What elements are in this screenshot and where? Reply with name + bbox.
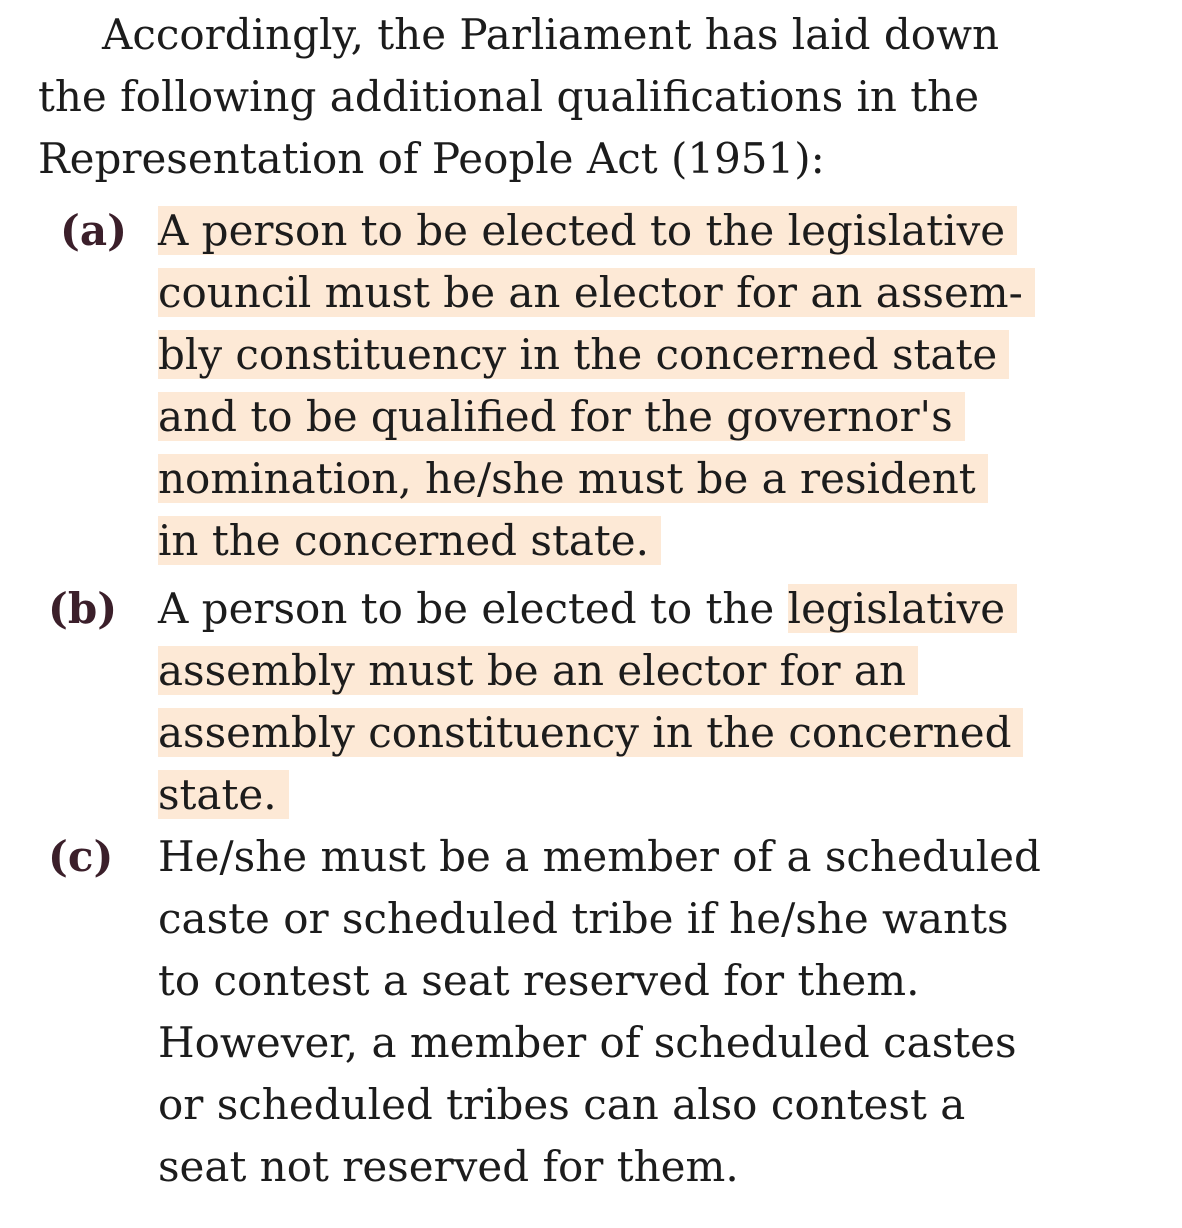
item-text (158, 826, 1041, 1198)
text-line: seat not reserved for them. (158, 1142, 739, 1191)
text-line: However, a member of scheduled castes (158, 1018, 1017, 1067)
intro-line: Accordingly, the Parliament has laid down (102, 10, 1000, 59)
text-line: to contest a seat reserved for them. (158, 956, 920, 1005)
highlighted-line: council must be an elector for an assem- (158, 268, 1035, 317)
plain-text: A person to be elected to the (158, 584, 788, 633)
intro-paragraph (38, 4, 1108, 190)
text-line: caste or scheduled tribe if he/she wants (158, 894, 1009, 943)
highlighted-line: nomination, he/she must be a resident (158, 454, 988, 503)
text-line: or scheduled tribes can also contest a (158, 1080, 966, 1129)
highlighted-line: and to be qualified for the governor's (158, 392, 965, 441)
item-marker: (b) (48, 584, 118, 633)
highlighted-line: bly constituency in the concerned state (158, 330, 1009, 379)
item-marker: (a) (60, 206, 127, 255)
highlighted-text: legislative (788, 584, 1018, 633)
highlighted-line: A person to be elected to the legislative (158, 206, 1017, 255)
intro-line: the following additional qualifications in the (38, 72, 980, 121)
item-text (158, 578, 1023, 826)
intro-line: Representation of People Act (1951): (38, 134, 825, 183)
text-line: He/she must be a member of a scheduled (158, 832, 1041, 881)
highlighted-line: in the concerned state. (158, 516, 661, 565)
highlighted-line: assembly must be an elector for an (158, 646, 918, 695)
highlighted-line: state. (158, 770, 289, 819)
item-marker: (c) (48, 832, 114, 881)
highlighted-line: assembly constituency in the concerned (158, 708, 1023, 757)
item-text (158, 200, 1035, 572)
